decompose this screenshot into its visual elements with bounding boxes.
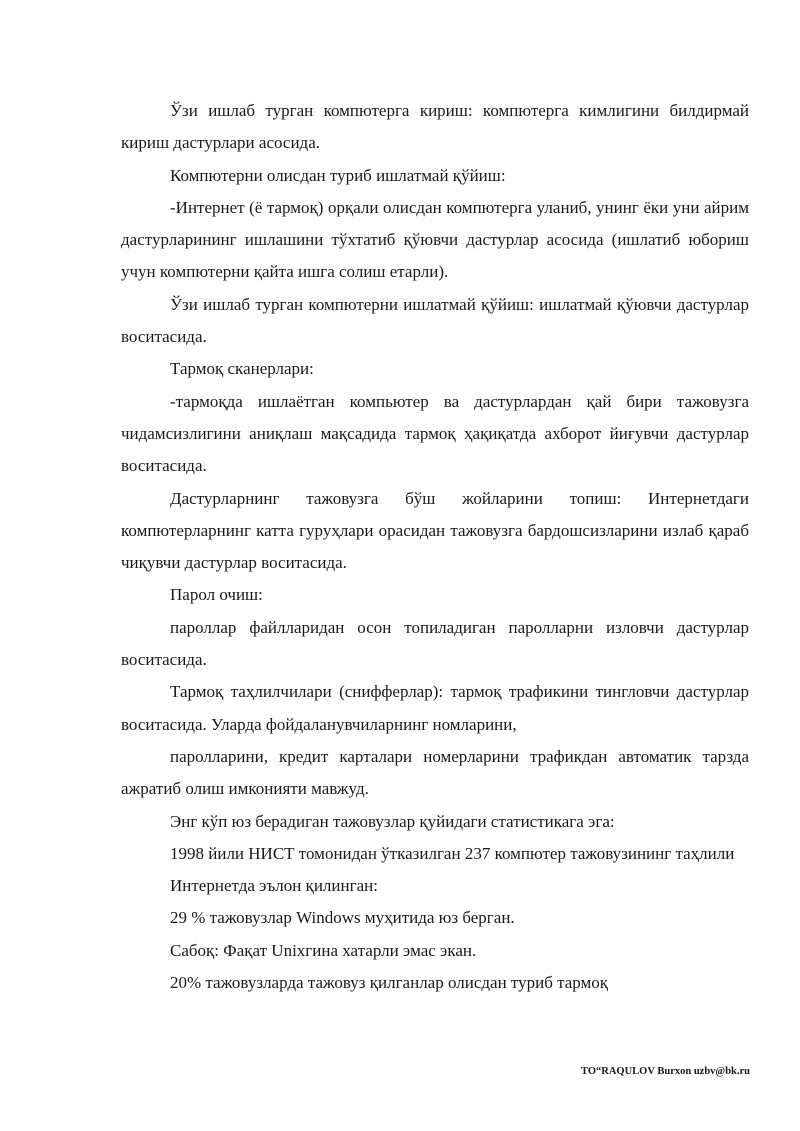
paragraph: Ўзи ишлаб турган компютерни ишлатмай қўйиш: ишлатмай қўювчи дастурлар воситасида. [121, 294, 749, 347]
paragraph: Энг кўп юз берадиган тажовузлар қуйидаги статистикага эга: [170, 811, 615, 831]
paragraph: Тармоқ сканерлари: [170, 359, 314, 379]
paragraph: Интернетда эълон қилинган: [170, 876, 378, 896]
paragraph: 29 % тажовузлар Windows муҳитида юз берган. [170, 908, 515, 928]
paragraph: Дастурларнинг тажовузга бўш жойларини топиш: Интернетдаги компютерларнинг катта гуруҳлари орасидан тажовузга бардошсизларини излаб қараб чиқувчи дастурлар воситасида. [121, 488, 749, 573]
document-body [121, 95, 749, 999]
page-footer: TO“RAQULOV Burxon uzbv@bk.ru [581, 1066, 750, 1077]
paragraph: Компютерни олисдан туриб ишлатмай қўйиш: [170, 165, 506, 185]
paragraph: паролларини, кредит карталари номерларини трафикдан автоматик тарзда ажратиб олиш имконияти мавжуд. [121, 746, 749, 799]
paragraph: 20% тажовузларда тажовуз қилганлар олисдан туриб тармоқ [170, 973, 609, 993]
paragraph: Тармоқ таҳлилчилари (снифферлар): тармоқ трафикини тингловчи дастурлар воситасида. Уларда фойдаланувчиларнинг номларини, [121, 682, 749, 734]
paragraph: Сабоқ: Фақат Unixгина хатарли эмас экан. [170, 940, 477, 960]
paragraph: Парол очиш: [170, 585, 263, 605]
paragraph: -тармоқда ишлаётган компьютер ва дастурлардан қай бири тажовузга чидамсизлигини аниқлаш мақсадида тармоқ ҳақиқатда ахборот йиғувчи дастурлар воситасида. [121, 391, 749, 476]
paragraph: пароллар файлларидан осон топиладиган паролларни изловчи дастурлар воситасида. [121, 617, 749, 670]
paragraph: Ўзи ишлаб турган компютерга кириш: компютерга кимлигини билдирмай кириш дастурлари асосида. [121, 101, 749, 153]
paragraph: 1998 йили НИСТ томонидан ўтказилган 237 компютер тажовузининг таҳлили [170, 843, 735, 863]
paragraph: -Интернет (ё тармоқ) орқали олисдан компютерга уланиб, унинг ёки уни айрим дастурларининг ишлашини тўхтатиб қўювчи дастурлар асосида (ишлатиб юбориш учун компютерни қайта ишга солиш етарли). [121, 197, 749, 282]
